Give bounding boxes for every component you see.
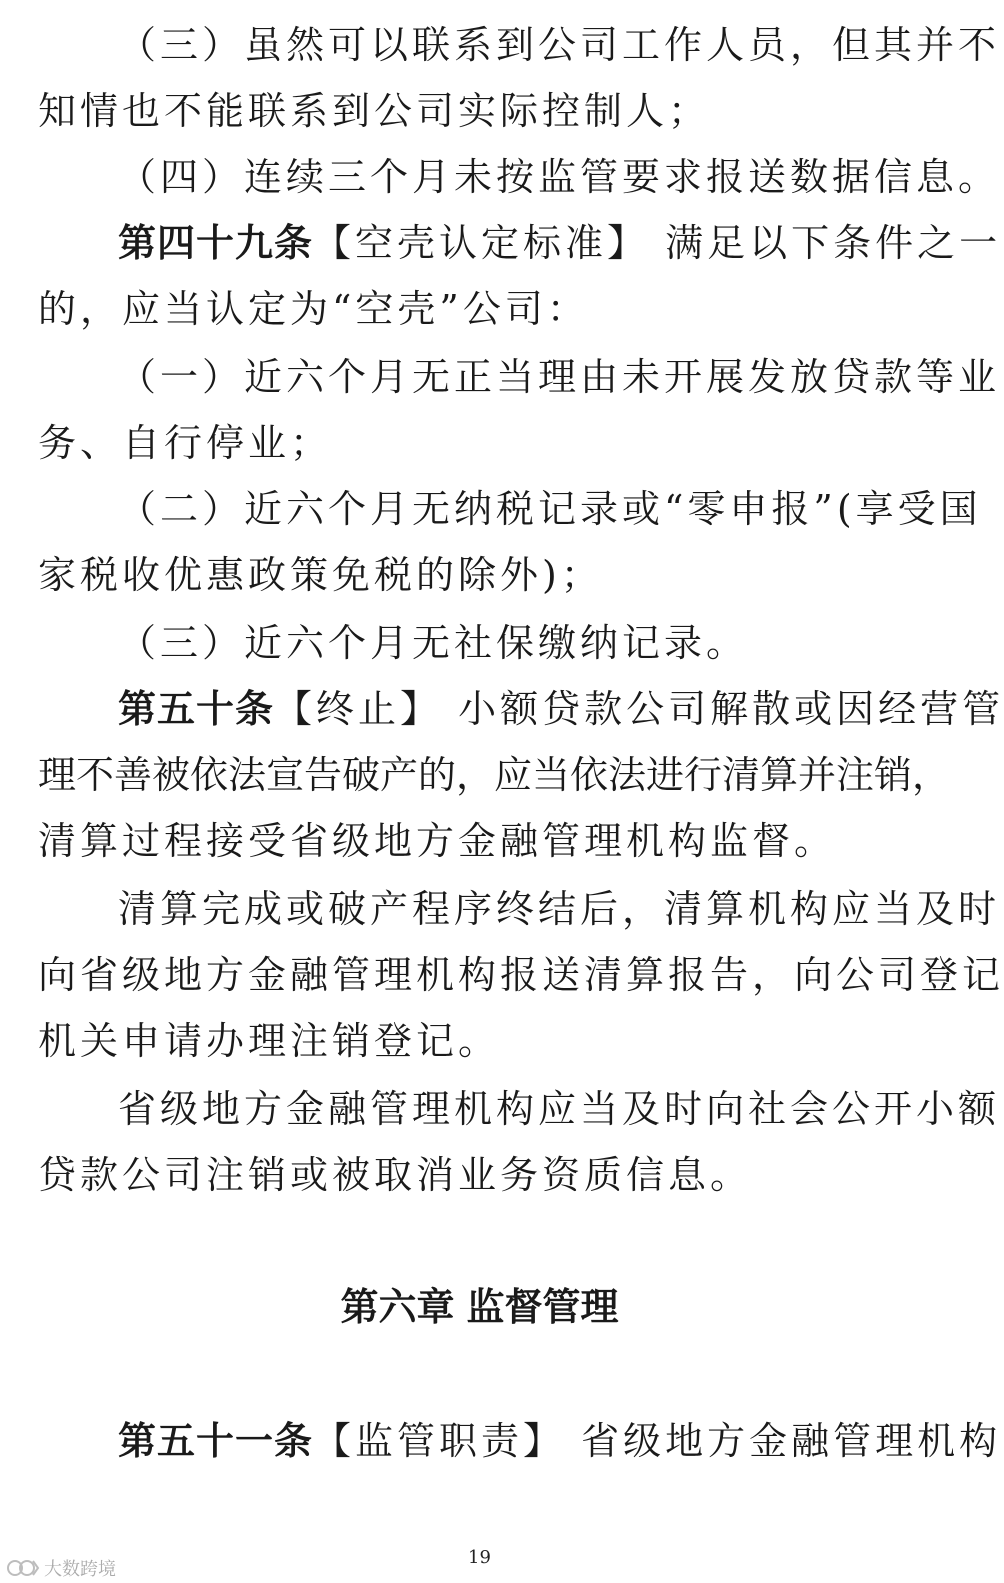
watermark [6, 1555, 116, 1581]
article-number: 第五十一条 [118, 1419, 314, 1463]
body-line-5: 的，应当认定为“空壳”公司： [38, 287, 589, 331]
article-number: 第四十九条 [118, 221, 314, 265]
body-line-18: 贷款公司注销或被取消业务资质信息。 [38, 1153, 753, 1197]
page-number: 19 [468, 1547, 491, 1568]
body-line-17: 省级地方金融管理机构应当及时向社会公开小额 [118, 1087, 1001, 1131]
watermark-logo-icon [6, 1557, 40, 1579]
chapter-heading [0, 1282, 959, 1332]
body-line-13: 清算过程接受省级地方金融管理机构监督。 [38, 819, 837, 863]
body-line-15: 向省级地方金融管理机构报送清算报告，向公司登记 [38, 953, 1004, 997]
body-line-1: （三）虽然可以联系到公司工作人员，但其并不 [118, 23, 1001, 67]
body-line-10: （三）近六个月无社保缴纳记录。 [118, 621, 749, 665]
body-line-2: 知情也不能联系到公司实际控制人； [38, 89, 711, 133]
body-line-3: （四）连续三个月未按监管要求报送数据信息。 [118, 155, 1001, 199]
body-line-14: 清算完成或破产程序终结后，清算机构应当及时 [118, 887, 1001, 931]
article-49-heading: 第四十九条【空壳认定标准】 满足以下条件之一 [118, 221, 1002, 265]
body-line-8: （二）近六个月无纳税记录或“零申报”(享受国 [118, 487, 982, 531]
body-line-9: 家税收优惠政策免税的除外)； [38, 553, 603, 597]
article-50-heading: 第五十条【终止】 小额贷款公司解散或因经营管 [118, 687, 1004, 731]
body-line-12: 理不善被依法宣告破产的，应当依法进行清算并注销， [38, 753, 951, 797]
watermark-text: 大数跨境 [44, 1559, 116, 1580]
body-line-6: （一）近六个月无正当理由未开展发放贷款等业 [118, 355, 1001, 399]
body-line-16: 机关申请办理注销登记。 [38, 1019, 501, 1063]
chapter-number: 第六章 [340, 1285, 455, 1329]
article-51-heading: 第五十一条【监管职责】 省级地方金融管理机构 [118, 1419, 1002, 1463]
chapter-title: 监督管理 [466, 1285, 619, 1329]
body-line-7: 务、自行停业； [38, 421, 333, 465]
article-number: 第五十条 [118, 687, 275, 731]
